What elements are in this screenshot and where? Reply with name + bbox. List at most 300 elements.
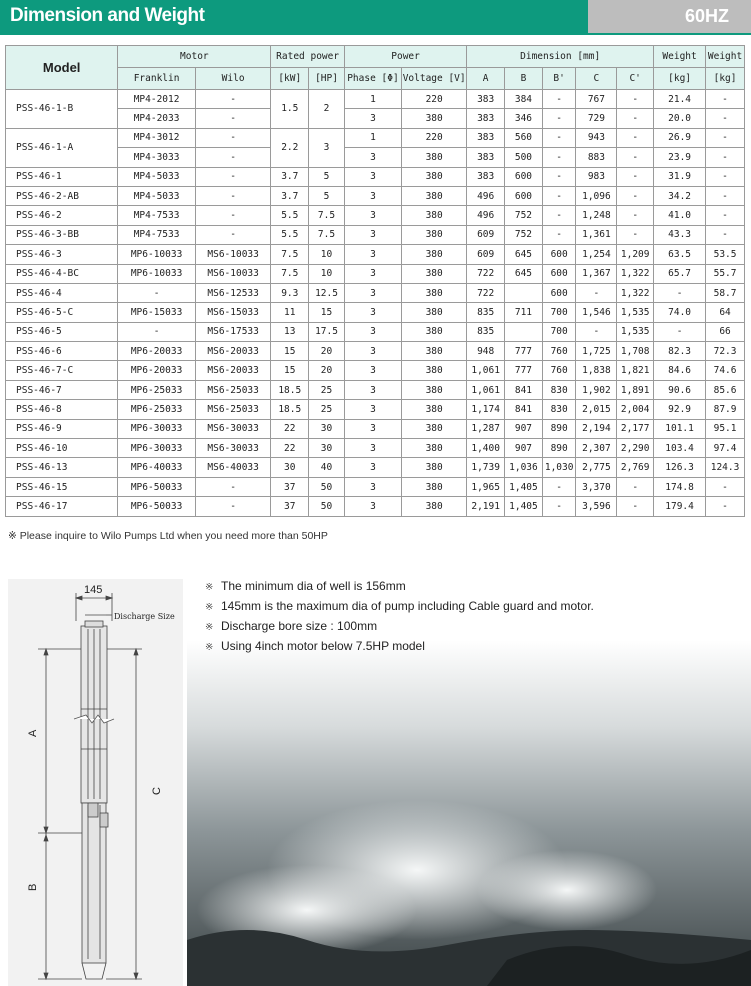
- table-row: [6, 303, 745, 322]
- cell-phase: 3: [344, 342, 401, 361]
- cell-wilo: MS6-30033: [195, 439, 271, 458]
- cell-a: 496: [467, 206, 505, 225]
- cell-franklin: MP6-10033: [118, 264, 196, 283]
- cell-model: PSS-46-3: [6, 245, 118, 264]
- cell-wilo: -: [195, 128, 271, 147]
- note-mark: ※: [205, 622, 214, 633]
- header-rated-power: Rated power: [271, 46, 344, 68]
- cell-a: 948: [467, 342, 505, 361]
- note-text: Discharge bore size : 100mm: [221, 619, 378, 633]
- cell-a: 1,965: [467, 477, 505, 496]
- cell-model: PSS-46-4-BC: [6, 264, 118, 283]
- cell-b2: 600: [542, 283, 576, 302]
- cell-b2: -: [542, 90, 576, 109]
- table-row: [6, 380, 745, 399]
- cell-model: PSS-46-1: [6, 167, 118, 186]
- cell-kw: 37: [271, 497, 309, 516]
- cell-wilo: -: [195, 206, 271, 225]
- cell-franklin: MP4-5033: [118, 186, 196, 205]
- dimension-table: [5, 45, 745, 517]
- cell-a: 1,400: [467, 439, 505, 458]
- cell-b2: -: [542, 497, 576, 516]
- table-body: [6, 90, 745, 517]
- cell-c2: 2,004: [617, 400, 654, 419]
- cell-w2: -: [706, 497, 745, 516]
- cell-volt: 380: [402, 186, 467, 205]
- cell-w2: -: [706, 148, 745, 167]
- cell-franklin: MP6-20033: [118, 342, 196, 361]
- cell-a: 496: [467, 186, 505, 205]
- cell-b2: 1,030: [542, 458, 576, 477]
- cell-a: 1,174: [467, 400, 505, 419]
- dim-145-label: 145: [84, 584, 103, 596]
- table-row: [6, 128, 745, 147]
- cell-phase: 3: [344, 322, 401, 341]
- cell-phase: 1: [344, 90, 401, 109]
- cell-franklin: MP4-2033: [118, 109, 196, 128]
- cell-c: 1,254: [576, 245, 617, 264]
- cell-a: 1,287: [467, 419, 505, 438]
- cell-b2: -: [542, 477, 576, 496]
- cell-c: 883: [576, 148, 617, 167]
- cell-kw: 18.5: [271, 400, 309, 419]
- cell-volt: 380: [402, 400, 467, 419]
- cell-b2: 600: [542, 245, 576, 264]
- cell-w2: -: [706, 477, 745, 496]
- cell-hp: 10: [309, 264, 345, 283]
- cell-a: 609: [467, 245, 505, 264]
- cell-wilo: -: [195, 148, 271, 167]
- table-row: [6, 264, 745, 283]
- cell-franklin: MP4-3012: [118, 128, 196, 147]
- cell-model: PSS-46-10: [6, 439, 118, 458]
- cell-franklin: -: [118, 322, 196, 341]
- cell-model: PSS-46-13: [6, 458, 118, 477]
- cell-w2: -: [706, 167, 745, 186]
- note-item: [205, 576, 594, 596]
- cell-b: 711: [505, 303, 543, 322]
- cell-hp: 2: [309, 90, 345, 129]
- cell-wilo: -: [195, 477, 271, 496]
- cell-b: 777: [505, 361, 543, 380]
- cell-c: 1,725: [576, 342, 617, 361]
- cell-volt: 380: [402, 167, 467, 186]
- table-row: [6, 225, 745, 244]
- cell-c2: -: [617, 477, 654, 496]
- table-row: [6, 283, 745, 302]
- cell-kw: 37: [271, 477, 309, 496]
- cell-volt: 380: [402, 283, 467, 302]
- cell-kw: 1.5: [271, 90, 309, 129]
- cell-wilo: -: [195, 109, 271, 128]
- cell-model: PSS-46-2: [6, 206, 118, 225]
- cell-w2: -: [706, 90, 745, 109]
- cell-a: 1,739: [467, 458, 505, 477]
- cell-b2: 760: [542, 361, 576, 380]
- cell-c2: 1,322: [617, 264, 654, 283]
- cell-model: PSS-46-4: [6, 283, 118, 302]
- cell-volt: 380: [402, 206, 467, 225]
- note-item: [205, 636, 594, 656]
- cell-model: PSS-46-3-BB: [6, 225, 118, 244]
- cell-w2: 124.3: [706, 458, 745, 477]
- cell-w1: -: [654, 283, 706, 302]
- header-model: Model: [6, 46, 118, 90]
- cell-c2: 2,769: [617, 458, 654, 477]
- cell-franklin: MP6-15033: [118, 303, 196, 322]
- cell-phase: 3: [344, 245, 401, 264]
- cell-phase: 3: [344, 380, 401, 399]
- cell-c2: 2,290: [617, 439, 654, 458]
- cell-hp: 10: [309, 245, 345, 264]
- cell-w1: 74.0: [654, 303, 706, 322]
- cell-b2: -: [542, 128, 576, 147]
- cell-w1: -: [654, 322, 706, 341]
- header-weight-wilo: Weight: [706, 46, 745, 68]
- cell-w1: 20.0: [654, 109, 706, 128]
- cell-b: 752: [505, 206, 543, 225]
- cell-volt: 380: [402, 303, 467, 322]
- cell-a: 722: [467, 283, 505, 302]
- header-phase: Phase [Φ]: [344, 68, 401, 90]
- cell-w1: 92.9: [654, 400, 706, 419]
- cell-w2: -: [706, 225, 745, 244]
- cell-phase: 3: [344, 458, 401, 477]
- cell-hp: 3: [309, 128, 345, 167]
- cell-b: 907: [505, 439, 543, 458]
- cell-phase: 3: [344, 303, 401, 322]
- dim-b-label: B: [27, 883, 39, 891]
- cell-franklin: MP6-40033: [118, 458, 196, 477]
- discharge-size-label: Discharge Size: [114, 612, 175, 621]
- cell-c2: 1,708: [617, 342, 654, 361]
- cell-b: [505, 322, 543, 341]
- cell-w2: 58.7: [706, 283, 745, 302]
- cell-c: 1,546: [576, 303, 617, 322]
- table-row: [6, 186, 745, 205]
- note-mark: ※: [205, 602, 214, 613]
- cell-hp: 17.5: [309, 322, 345, 341]
- cell-w1: 26.9: [654, 128, 706, 147]
- cell-model: PSS-46-9: [6, 419, 118, 438]
- table-row: [6, 206, 745, 225]
- section-header: [0, 0, 751, 34]
- cell-hp: 40: [309, 458, 345, 477]
- cell-w1: 63.5: [654, 245, 706, 264]
- note-text: Using 4inch motor below 7.5HP model: [221, 639, 425, 653]
- cell-w1: 126.3: [654, 458, 706, 477]
- cell-model: PSS-46-5-C: [6, 303, 118, 322]
- cell-w2: -: [706, 109, 745, 128]
- cell-phase: 3: [344, 148, 401, 167]
- cell-c2: -: [617, 109, 654, 128]
- cell-kw: 7.5: [271, 264, 309, 283]
- header-c: C: [576, 68, 617, 90]
- cell-w1: 90.6: [654, 380, 706, 399]
- header-frequency: 60HZ: [684, 6, 729, 26]
- cell-w1: 31.9: [654, 167, 706, 186]
- cell-w1: 103.4: [654, 439, 706, 458]
- cell-model: PSS-46-7-C: [6, 361, 118, 380]
- cell-b2: 830: [542, 380, 576, 399]
- cell-kw: 9.3: [271, 283, 309, 302]
- ocean-wave-photo: [187, 640, 751, 986]
- cell-hp: 25: [309, 380, 345, 399]
- header-kg-franklin: [kg]: [654, 68, 706, 90]
- cell-wilo: MS6-10033: [195, 245, 271, 264]
- cell-model: PSS-46-8: [6, 400, 118, 419]
- header-weight-franklin: Weight: [654, 46, 706, 68]
- cell-b: 907: [505, 419, 543, 438]
- cell-b2: 700: [542, 322, 576, 341]
- header-kg-wilo: [kg]: [706, 68, 745, 90]
- cell-b: 841: [505, 380, 543, 399]
- cell-c2: -: [617, 206, 654, 225]
- cell-c2: 1,535: [617, 322, 654, 341]
- cell-kw: 13: [271, 322, 309, 341]
- cell-kw: 15: [271, 342, 309, 361]
- cell-wilo: MS6-15033: [195, 303, 271, 322]
- cell-kw: 11: [271, 303, 309, 322]
- cell-b: 1,036: [505, 458, 543, 477]
- cell-phase: 3: [344, 225, 401, 244]
- cell-model: PSS-46-15: [6, 477, 118, 496]
- cell-wilo: MS6-17533: [195, 322, 271, 341]
- cell-w1: 101.1: [654, 419, 706, 438]
- cell-a: 383: [467, 109, 505, 128]
- cell-b2: -: [542, 148, 576, 167]
- header-divider: [0, 33, 751, 35]
- cell-phase: 3: [344, 497, 401, 516]
- cell-w1: 84.6: [654, 361, 706, 380]
- cell-wilo: -: [195, 167, 271, 186]
- cell-c2: -: [617, 90, 654, 109]
- cell-wilo: MS6-12533: [195, 283, 271, 302]
- cell-c2: 1,322: [617, 283, 654, 302]
- cell-hp: 7.5: [309, 225, 345, 244]
- cell-volt: 380: [402, 458, 467, 477]
- cell-model: PSS-46-17: [6, 497, 118, 516]
- cell-franklin: -: [118, 283, 196, 302]
- note-text: The minimum dia of well is 156mm: [221, 579, 406, 593]
- header-title-bar: [0, 0, 590, 33]
- cell-b: [505, 283, 543, 302]
- cell-a: 2,191: [467, 497, 505, 516]
- cell-volt: 380: [402, 225, 467, 244]
- table-row: [6, 439, 745, 458]
- cell-b: 384: [505, 90, 543, 109]
- note-text: 145mm is the maximum dia of pump including Cable guard and motor.: [221, 599, 594, 613]
- cell-phase: 3: [344, 477, 401, 496]
- cell-a: 835: [467, 322, 505, 341]
- header-franklin: Franklin: [118, 68, 196, 90]
- header-a: A: [467, 68, 505, 90]
- cell-wilo: MS6-30033: [195, 419, 271, 438]
- cell-hp: 50: [309, 477, 345, 496]
- cell-b2: 890: [542, 419, 576, 438]
- cell-volt: 380: [402, 148, 467, 167]
- table-row: [6, 245, 745, 264]
- cell-w1: 174.8: [654, 477, 706, 496]
- cell-w2: 87.9: [706, 400, 745, 419]
- cell-franklin: MP6-20033: [118, 361, 196, 380]
- cell-c: 1,902: [576, 380, 617, 399]
- cell-a: 1,061: [467, 380, 505, 399]
- cell-phase: 3: [344, 186, 401, 205]
- cell-wilo: MS6-40033: [195, 458, 271, 477]
- header-title: Dimension and Weight: [10, 5, 205, 26]
- cell-b: 1,405: [505, 497, 543, 516]
- header-b-prime: B': [542, 68, 576, 90]
- cell-franklin: MP6-30033: [118, 419, 196, 438]
- cell-c: 767: [576, 90, 617, 109]
- cell-b: 600: [505, 167, 543, 186]
- cell-b2: 700: [542, 303, 576, 322]
- cell-a: 609: [467, 225, 505, 244]
- cell-wilo: MS6-20033: [195, 361, 271, 380]
- cell-c2: -: [617, 497, 654, 516]
- cell-w1: 65.7: [654, 264, 706, 283]
- header-frequency-bar: [588, 0, 751, 33]
- cell-hp: 5: [309, 186, 345, 205]
- cell-hp: 20: [309, 342, 345, 361]
- cell-phase: 3: [344, 264, 401, 283]
- header-power: Power: [344, 46, 466, 68]
- header-kw: [kW]: [271, 68, 309, 90]
- table-row: [6, 167, 745, 186]
- table-row: [6, 322, 745, 341]
- cell-w2: 85.6: [706, 380, 745, 399]
- cell-hp: 7.5: [309, 206, 345, 225]
- cell-b2: 600: [542, 264, 576, 283]
- cell-c: 2,015: [576, 400, 617, 419]
- pump-dimension-drawing: [8, 579, 183, 986]
- cell-hp: 30: [309, 419, 345, 438]
- table-row: [6, 342, 745, 361]
- cell-w2: 66: [706, 322, 745, 341]
- cell-phase: 3: [344, 400, 401, 419]
- cell-w2: -: [706, 186, 745, 205]
- cell-volt: 380: [402, 264, 467, 283]
- note-item: [205, 616, 594, 636]
- cell-c2: -: [617, 148, 654, 167]
- cell-phase: 1: [344, 128, 401, 147]
- cell-a: 383: [467, 148, 505, 167]
- cell-hp: 30: [309, 439, 345, 458]
- cell-w2: 55.7: [706, 264, 745, 283]
- cell-w2: 64: [706, 303, 745, 322]
- table-row: [6, 477, 745, 496]
- cell-hp: 15: [309, 303, 345, 322]
- cell-c: 3,370: [576, 477, 617, 496]
- cell-franklin: MP4-7533: [118, 225, 196, 244]
- header-c-prime: C': [617, 68, 654, 90]
- cell-a: 383: [467, 128, 505, 147]
- cell-b: 777: [505, 342, 543, 361]
- cell-model: PSS-46-6: [6, 342, 118, 361]
- cell-kw: 2.2: [271, 128, 309, 167]
- cell-phase: 3: [344, 283, 401, 302]
- header-wilo: Wilo: [195, 68, 271, 90]
- cell-model: PSS-46-1-A: [6, 128, 118, 167]
- header-b: B: [505, 68, 543, 90]
- cell-volt: 380: [402, 439, 467, 458]
- cell-model: PSS-46-5: [6, 322, 118, 341]
- cell-volt: 380: [402, 322, 467, 341]
- cell-b2: -: [542, 225, 576, 244]
- cell-c2: -: [617, 225, 654, 244]
- footnote: ※ Please inquire to Wilo Pumps Ltd when you need more than 50HP: [8, 530, 328, 542]
- cell-hp: 5: [309, 167, 345, 186]
- cell-c: 983: [576, 167, 617, 186]
- cell-w2: 97.4: [706, 439, 745, 458]
- cell-franklin: MP4-7533: [118, 206, 196, 225]
- cell-b: 752: [505, 225, 543, 244]
- cell-franklin: MP4-5033: [118, 167, 196, 186]
- cell-hp: 20: [309, 361, 345, 380]
- cell-model: PSS-46-7: [6, 380, 118, 399]
- cell-c: -: [576, 283, 617, 302]
- cell-phase: 3: [344, 419, 401, 438]
- cell-kw: 22: [271, 439, 309, 458]
- table-row: [6, 90, 745, 109]
- cell-volt: 220: [402, 128, 467, 147]
- cell-franklin: MP6-50033: [118, 497, 196, 516]
- cell-b: 1,405: [505, 477, 543, 496]
- cell-kw: 3.7: [271, 167, 309, 186]
- cell-w1: 82.3: [654, 342, 706, 361]
- cell-volt: 380: [402, 245, 467, 264]
- cell-w2: -: [706, 128, 745, 147]
- cell-kw: 5.5: [271, 206, 309, 225]
- header-motor: Motor: [118, 46, 271, 68]
- cell-kw: 18.5: [271, 380, 309, 399]
- cell-volt: 220: [402, 90, 467, 109]
- cell-model: PSS-46-2-AB: [6, 186, 118, 205]
- cell-w2: 53.5: [706, 245, 745, 264]
- cell-volt: 380: [402, 109, 467, 128]
- cell-volt: 380: [402, 342, 467, 361]
- cell-b: 560: [505, 128, 543, 147]
- cell-franklin: MP6-30033: [118, 439, 196, 458]
- note-item: [205, 596, 594, 616]
- dim-a-label: A: [27, 729, 39, 737]
- cell-b2: 890: [542, 439, 576, 458]
- cell-phase: 3: [344, 109, 401, 128]
- pump-drawing-svg: [8, 579, 183, 986]
- dim-c-label: C: [151, 787, 163, 795]
- notes-list: [205, 576, 594, 656]
- cell-c2: 1,209: [617, 245, 654, 264]
- table-row: [6, 419, 745, 438]
- cell-w1: 43.3: [654, 225, 706, 244]
- cell-b2: -: [542, 186, 576, 205]
- cell-kw: 7.5: [271, 245, 309, 264]
- cell-c2: 1,535: [617, 303, 654, 322]
- cell-c: 1,096: [576, 186, 617, 205]
- cell-c: 1,367: [576, 264, 617, 283]
- cell-c: 2,307: [576, 439, 617, 458]
- cell-wilo: -: [195, 186, 271, 205]
- cell-b: 346: [505, 109, 543, 128]
- header-voltage: Voltage [V]: [402, 68, 467, 90]
- table-row: [6, 497, 745, 516]
- cell-w1: 34.2: [654, 186, 706, 205]
- cell-b: 841: [505, 400, 543, 419]
- cell-a: 383: [467, 90, 505, 109]
- cell-b2: -: [542, 109, 576, 128]
- cell-w1: 23.9: [654, 148, 706, 167]
